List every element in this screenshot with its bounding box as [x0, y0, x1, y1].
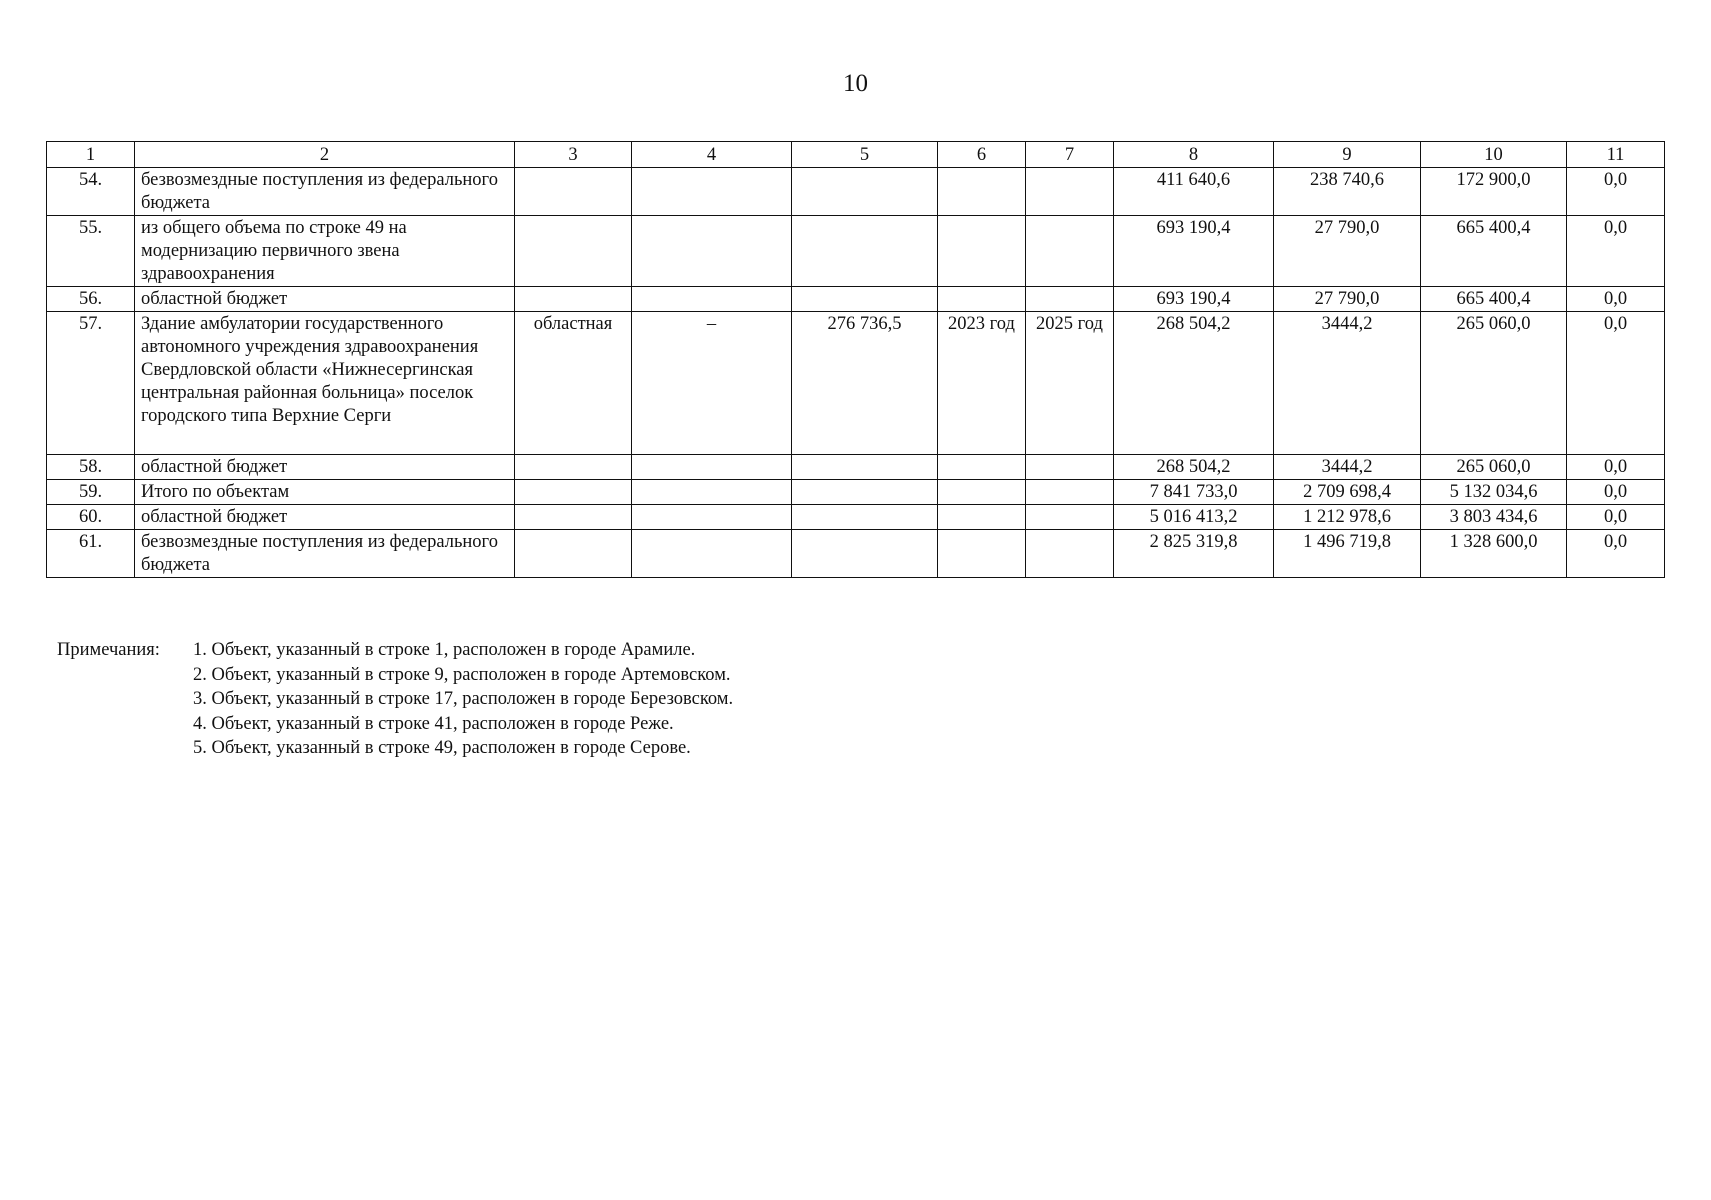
col11-amount-cell: 0,0	[1567, 455, 1665, 480]
notes-label: Примечания:	[57, 640, 160, 660]
estimated-cost-cell	[792, 530, 938, 578]
row-number: 60.	[47, 505, 135, 530]
row-number: 58.	[47, 455, 135, 480]
start-year-cell	[938, 168, 1026, 216]
total-cell: 693 190,4	[1114, 216, 1274, 287]
estimated-cost-cell	[792, 168, 938, 216]
col11-amount-cell: 0,0	[1567, 287, 1665, 312]
col11-amount-cell: 0,0	[1567, 530, 1665, 578]
col10-amount-cell: 1 328 600,0	[1421, 530, 1567, 578]
col11-amount-cell: 0,0	[1567, 505, 1665, 530]
table-row	[47, 287, 1665, 312]
column-header: 11	[1567, 142, 1665, 168]
item-name: областной бюджет	[135, 455, 515, 480]
ownership-cell: областная	[515, 312, 632, 455]
col10-amount-cell: 665 400,4	[1421, 216, 1567, 287]
col4-cell	[632, 216, 792, 287]
col4-cell	[632, 287, 792, 312]
row-number: 61.	[47, 530, 135, 578]
col9-amount-cell: 2 709 698,4	[1274, 480, 1421, 505]
total-cell: 2 825 319,8	[1114, 530, 1274, 578]
table-row	[47, 530, 1665, 578]
col4-cell	[632, 455, 792, 480]
col10-amount-cell: 5 132 034,6	[1421, 480, 1567, 505]
end-year-cell	[1026, 505, 1114, 530]
end-year-cell	[1026, 455, 1114, 480]
total-cell: 693 190,4	[1114, 287, 1274, 312]
item-name: безвозмездные поступления из федерального бюджета	[135, 530, 515, 578]
page-number: 10	[843, 70, 868, 97]
end-year-cell	[1026, 530, 1114, 578]
column-header: 5	[792, 142, 938, 168]
col10-amount-cell: 172 900,0	[1421, 168, 1567, 216]
start-year-cell	[938, 287, 1026, 312]
ownership-cell	[515, 480, 632, 505]
col9-amount-cell: 1 212 978,6	[1274, 505, 1421, 530]
start-year-cell	[938, 530, 1026, 578]
col9-amount-cell: 27 790,0	[1274, 216, 1421, 287]
column-number-row	[47, 142, 1665, 168]
estimated-cost-cell: 276 736,5	[792, 312, 938, 455]
table-row	[47, 480, 1665, 505]
note-item: 5. Объект, указанный в строке 49, расположен в городе Серове.	[193, 738, 691, 758]
item-name: из общего объема по строке 49 на модернизацию первичного звена здравоохранения	[135, 216, 515, 287]
col11-amount-cell: 0,0	[1567, 480, 1665, 505]
estimated-cost-cell	[792, 480, 938, 505]
column-header: 10	[1421, 142, 1567, 168]
col9-amount-cell: 1 496 719,8	[1274, 530, 1421, 578]
column-header: 4	[632, 142, 792, 168]
estimated-cost-cell	[792, 216, 938, 287]
item-name: областной бюджет	[135, 287, 515, 312]
start-year-cell: 2023 год	[938, 312, 1026, 455]
note-item: 3. Объект, указанный в строке 17, расположен в городе Березовском.	[193, 689, 734, 709]
start-year-cell	[938, 216, 1026, 287]
col4-cell	[632, 530, 792, 578]
end-year-cell	[1026, 480, 1114, 505]
col10-amount-cell: 265 060,0	[1421, 312, 1567, 455]
ownership-cell	[515, 505, 632, 530]
total-cell: 5 016 413,2	[1114, 505, 1274, 530]
estimated-cost-cell	[792, 505, 938, 530]
col9-amount-cell: 3444,2	[1274, 455, 1421, 480]
item-name: Итого по объектам	[135, 480, 515, 505]
note-item: 2. Объект, указанный в строке 9, расположен в городе Артемовском.	[193, 664, 731, 685]
col4-cell	[632, 480, 792, 505]
total-cell: 268 504,2	[1114, 312, 1274, 455]
col10-amount-cell: 665 400,4	[1421, 287, 1567, 312]
col9-amount-cell: 27 790,0	[1274, 287, 1421, 312]
total-cell: 7 841 733,0	[1114, 480, 1274, 505]
row-number: 56.	[47, 287, 135, 312]
col11-amount-cell: 0,0	[1567, 168, 1665, 216]
col10-amount-cell: 3 803 434,6	[1421, 505, 1567, 530]
column-header: 1	[47, 142, 135, 168]
note-item: 4. Объект, указанный в строке 41, расположен в городе Реже.	[193, 713, 674, 734]
estimated-cost-cell	[792, 455, 938, 480]
col4-cell	[632, 505, 792, 530]
row-number: 57.	[47, 312, 135, 455]
end-year-cell	[1026, 216, 1114, 287]
column-header: 3	[515, 142, 632, 168]
total-cell: 411 640,6	[1114, 168, 1274, 216]
item-name: Здание амбулатории государственного автономного учреждения здравоохранения Свердловской области «Нижнесергинская центральная районная больница» поселок городского типа Верхние Серги	[135, 312, 515, 455]
budget-table	[46, 141, 1665, 578]
table-row	[47, 455, 1665, 480]
start-year-cell	[938, 455, 1026, 480]
ownership-cell	[515, 216, 632, 287]
total-cell: 268 504,2	[1114, 455, 1274, 480]
column-header: 6	[938, 142, 1026, 168]
note-item: 1. Объект, указанный в строке 1, расположен в городе Арамиле.	[193, 640, 696, 660]
ownership-cell	[515, 455, 632, 480]
notes-list	[193, 638, 733, 761]
item-name: областной бюджет	[135, 505, 515, 530]
column-header: 9	[1274, 142, 1421, 168]
col11-amount-cell: 0,0	[1567, 312, 1665, 455]
col4-cell: –	[632, 312, 792, 455]
row-number: 55.	[47, 216, 135, 287]
end-year-cell: 2025 год	[1026, 312, 1114, 455]
col10-amount-cell: 265 060,0	[1421, 455, 1567, 480]
estimated-cost-cell	[792, 287, 938, 312]
col9-amount-cell: 238 740,6	[1274, 168, 1421, 216]
col9-amount-cell: 3444,2	[1274, 312, 1421, 455]
start-year-cell	[938, 505, 1026, 530]
column-header: 2	[135, 142, 515, 168]
ownership-cell	[515, 287, 632, 312]
ownership-cell	[515, 530, 632, 578]
ownership-cell	[515, 168, 632, 216]
table-row	[47, 312, 1665, 455]
table-row	[47, 216, 1665, 287]
table-row	[47, 505, 1665, 530]
column-header: 7	[1026, 142, 1114, 168]
column-header: 8	[1114, 142, 1274, 168]
end-year-cell	[1026, 287, 1114, 312]
start-year-cell	[938, 480, 1026, 505]
col4-cell	[632, 168, 792, 216]
table-row	[47, 168, 1665, 216]
col11-amount-cell: 0,0	[1567, 216, 1665, 287]
row-number: 59.	[47, 480, 135, 505]
item-name: безвозмездные поступления из федерального бюджета	[135, 168, 515, 216]
row-number: 54.	[47, 168, 135, 216]
end-year-cell	[1026, 168, 1114, 216]
